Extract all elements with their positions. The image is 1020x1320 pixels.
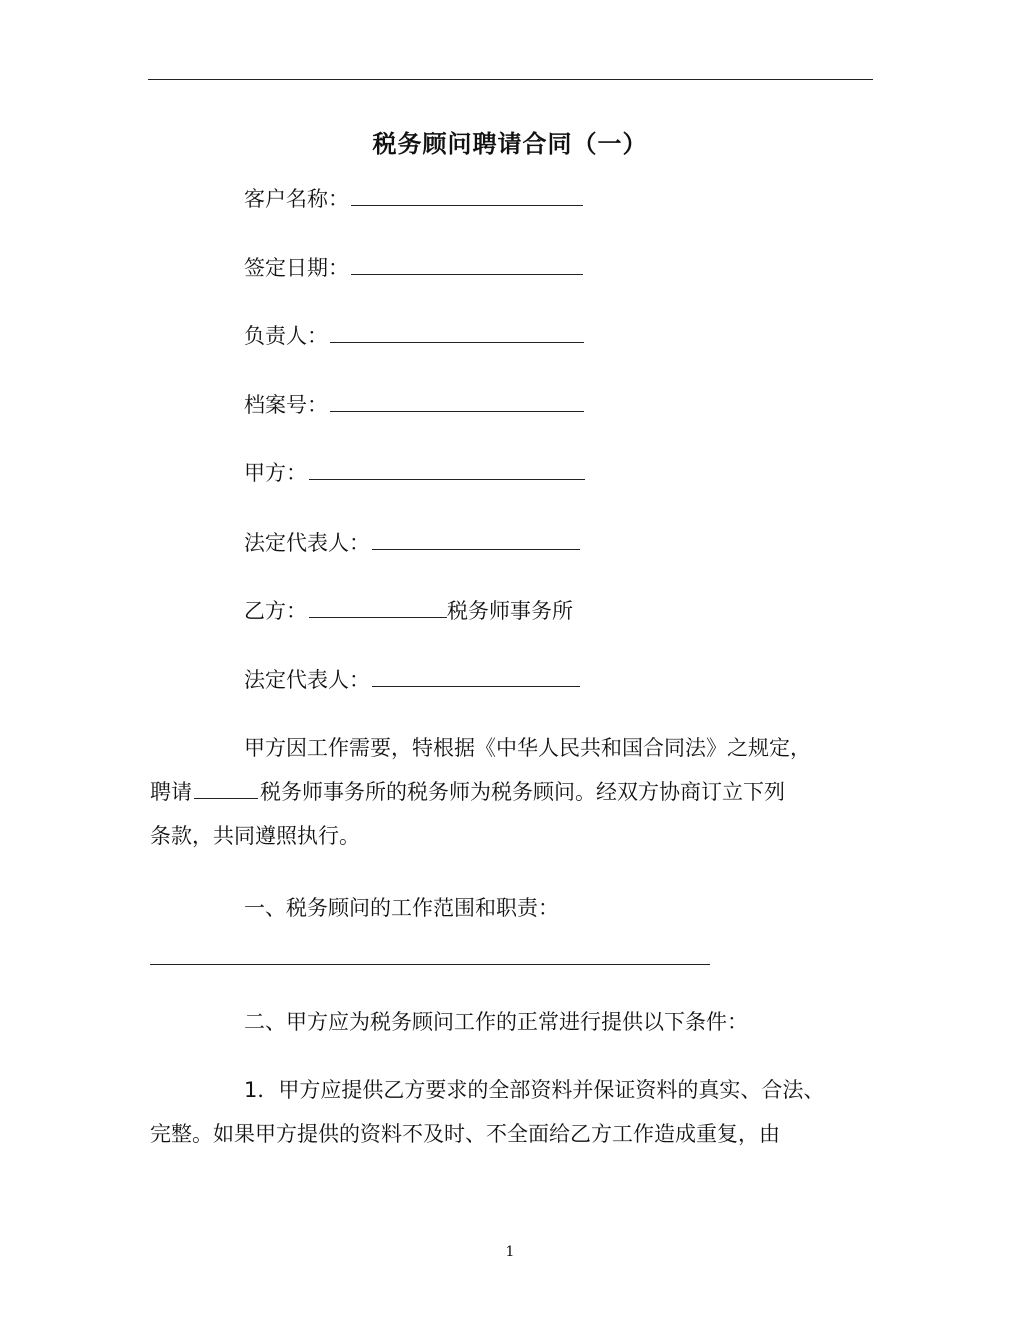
intro-line-2-prefix: 聘请 bbox=[150, 780, 192, 804]
responsible-person-field bbox=[244, 321, 584, 351]
party-b-suffix: 税务师事务所 bbox=[447, 599, 573, 623]
section-1-heading bbox=[150, 886, 880, 930]
party-b-representative-field bbox=[244, 665, 580, 695]
party-a-label: 甲方： bbox=[244, 461, 307, 485]
intro-line-3: 条款，共同遵照执行。 bbox=[150, 824, 360, 848]
intro-line-1: 甲方因工作需要，特根据《中华人民共和国合同法》之规定， bbox=[244, 736, 811, 760]
sign-date-blank bbox=[351, 254, 583, 275]
party-a-representative-field bbox=[244, 528, 580, 558]
section-1-text: 一、税务顾问的工作范围和职责： bbox=[244, 896, 559, 920]
intro-line-2-suffix: 税务师事务所的税务师为税务顾问。经双方协商订立下列 bbox=[260, 780, 785, 804]
item-1-line-1: 1．甲方应提供乙方要求的全部资料并保证资料的真实、合法、 bbox=[244, 1078, 825, 1102]
party-b-field bbox=[244, 596, 573, 626]
client-name-field bbox=[244, 184, 583, 214]
file-number-label: 档案号： bbox=[244, 393, 328, 417]
item-1-line-2: 完整。如果甲方提供的资料不及时、不全面给乙方工作造成重复，由 bbox=[150, 1122, 780, 1146]
party-a-representative-blank bbox=[372, 529, 580, 550]
client-name-label: 客户名称： bbox=[244, 187, 349, 211]
file-number-blank bbox=[330, 391, 584, 412]
party-a-blank bbox=[309, 459, 585, 480]
section-1-blank-line bbox=[150, 964, 710, 965]
client-name-blank bbox=[351, 185, 583, 206]
party-b-label: 乙方： bbox=[244, 599, 307, 623]
party-a-field bbox=[244, 458, 585, 488]
file-number-field bbox=[244, 390, 584, 420]
party-b-blank bbox=[309, 597, 447, 618]
firm-name-blank bbox=[194, 778, 258, 799]
document-title: 税务顾问聘请合同（一） bbox=[372, 129, 648, 158]
item-1-paragraph bbox=[150, 1068, 880, 1156]
intro-paragraph bbox=[150, 726, 880, 858]
party-b-representative-label: 法定代表人： bbox=[244, 668, 370, 692]
sign-date-field bbox=[244, 253, 583, 283]
section-2-text: 二、甲方应为税务顾问工作的正常进行提供以下条件： bbox=[244, 1010, 748, 1034]
party-a-representative-label: 法定代表人： bbox=[244, 531, 370, 555]
header-rule bbox=[148, 79, 873, 80]
responsible-person-blank bbox=[330, 322, 584, 343]
section-2-heading bbox=[150, 1000, 880, 1044]
sign-date-label: 签定日期： bbox=[244, 256, 349, 280]
intro-line-2 bbox=[150, 770, 880, 814]
party-b-representative-blank bbox=[372, 666, 580, 687]
page-number: 1 bbox=[505, 1244, 515, 1260]
responsible-person-label: 负责人： bbox=[244, 324, 328, 348]
